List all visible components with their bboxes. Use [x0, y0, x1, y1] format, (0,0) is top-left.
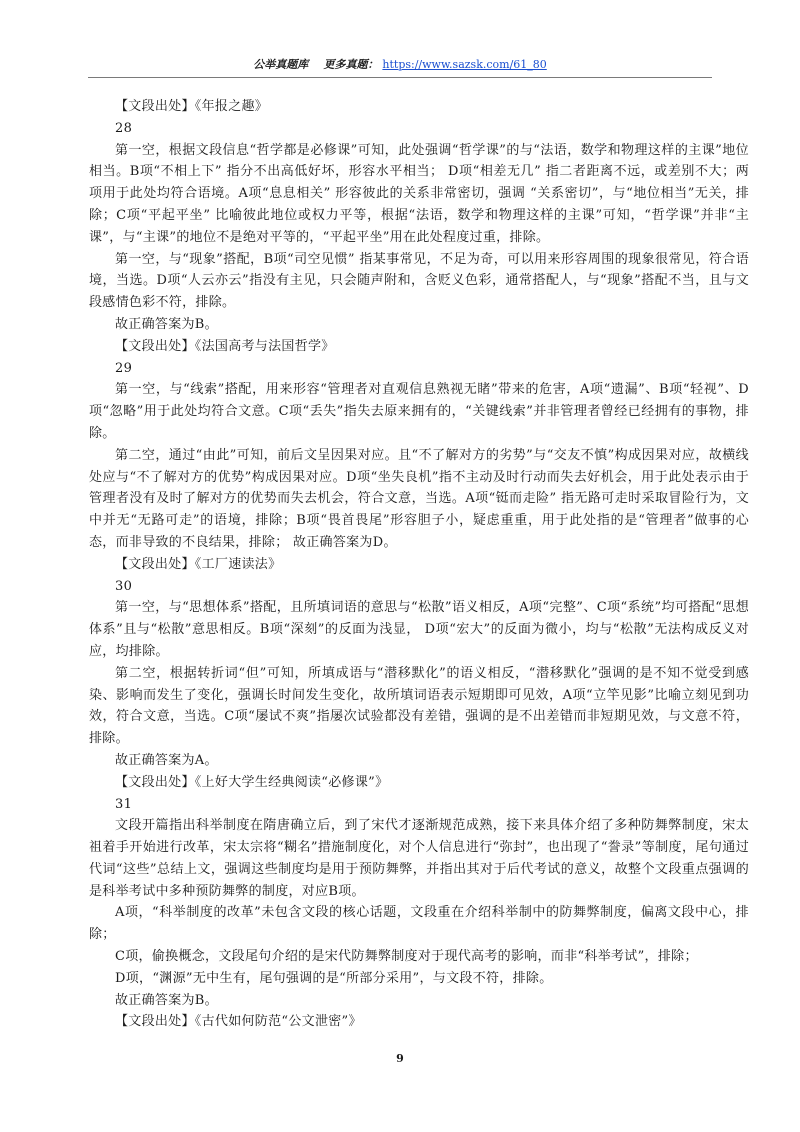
analysis-paragraph: 第一空，根据文段信息“哲学都是必修课”可知，此处强调“哲学课”的与“法语，数学和物理这样的主课”地位相当。B项“不相上下” 指分不出高低好坏，形容水平相当； D项“相差无几” 指二者距离不远，或差别不大；两项用于此处均符合语境。A项“息息相关” 形容彼此的关系非常密切，强调 “关系密切”，与“地位相当”无关，排除；C项“平起平坐” 比喻彼此地位或权力平等，根据“法语，数学和物理这样的主课”可知，“哲学课”并非“主课”，与“主课”的地位不是绝对平等的，“平起平坐”用在此处程度过重，排除。: [89, 142, 749, 245]
source-line: 【文段出处】《古代如何防范“公文泄密”》: [115, 1014, 362, 1030]
question-number: 29: [115, 360, 133, 376]
analysis-paragraph: 第一空，与“线索”搭配，用来形容“管理者对直观信息熟视无睹”带来的危害，A项“遗漏”、B项“轻视”、D项“忽略”用于此处均符合文意。C项“丢失”指失去原来拥有的，“关键线索”并非管理者曾经已经拥有的事物，排除。: [89, 382, 749, 441]
page-number: 9: [396, 1052, 404, 1065]
answer-line: 故正确答案为B。: [115, 992, 218, 1008]
page-header: [88, 55, 712, 78]
analysis-paragraph: 第一空，与“现象”搭配，B项“司空见惯” 指某事常见，不足为奇，可以用来形容周围的现象很常见，符合语境，当选。D项“人云亦云”指没有主见，只会随声附和，含贬义色彩，通常搭配人，与“现象”搭配不当，且与文段感情色彩不符，排除。: [89, 251, 749, 311]
header-title: 公举真题库: [253, 58, 309, 71]
question-number: 31: [115, 796, 133, 812]
source-line: 【文段出处】《年报之趣》: [115, 99, 269, 114]
analysis-paragraph: C项，偷换概念，文段尾句介绍的是宋代防舞弊制度对于现代高考的影响，而非“科举考试”，排除；: [115, 949, 698, 965]
source-line: 【文段出处】《工厂速读法》: [115, 556, 282, 572]
question-number: 30: [115, 578, 133, 594]
analysis-paragraph: 文段开篇指出科举制度在隋唐确立后，到了宋代才逐渐规范成熟，接下来具体介绍了多种防舞弊制度，宋太祖着手开始进行改革，宋太宗将“糊名”措施制度化，对个人信息进行“弥封”，也出现了“誊录”等制度，尾句通过代词“这些”总结上文，强调这些制度均是用于预防舞弊，并指出其对于后代考试的意义，故整个文段重点强调的是科举考试中多种预防舞弊的制度，对应B项。: [89, 818, 749, 899]
header-url-link[interactable]: https://www.sazsk.com/61_80: [382, 58, 547, 71]
source-line: 【文段出处】《法国高考与法国哲学》: [115, 338, 335, 354]
answer-line: 故正确答案为A。: [115, 752, 218, 768]
question-number: 28: [115, 120, 133, 136]
analysis-paragraph: 第二空，通过“由此”可知，前后文呈因果对应。且“不了解对方的劣势”与“交友不慎”构成因果对应，故横线处应与“不了解对方的优势”构成因果对应。D项“坐失良机”指不主动及时行动而失去好机会，用于此处表示由于管理者没有及时了解对方的优势而失去机会，符合文意，当选。A项“铤而走险” 指无路可走时采取冒险行为，文中并无“无路可走”的语境，排除；B项“畏首畏尾”形容胆子小，疑虑重重，用于此处指的是“管理者”做事的心态，而非导致的不良结果，排除； 故正确答案为D。: [89, 447, 749, 550]
source-line: 【文段出处】《上好大学生经典阅读“必修课”》: [115, 774, 389, 790]
analysis-paragraph: D项，“渊源”无中生有，尾句强调的是“所部分采用”，与文段不符，排除。: [115, 970, 553, 986]
document-body: [89, 96, 749, 1033]
answer-line: 故正确答案为B。: [115, 316, 218, 332]
header-more-label: 更多真题：: [323, 58, 379, 71]
analysis-paragraph: A项，“科举制度的改革”未包含文段的核心话题，文段重在介绍科举制中的防舞弊制度，偏离文段中心，排除；: [89, 905, 749, 943]
analysis-paragraph: 第一空，与“思想体系”搭配，且所填词语的意思与“松散”语义相反，A项“完整”、C项“系统”均可搭配“思想体系”且与“松散”意思相反。B项“深刻”的反面为浅显， D项“宏大”的反面为微小，均与“松散”无法构成反义对应，均排除。: [89, 600, 749, 659]
analysis-paragraph: 第二空，根据转折词“但”可知，所填成语与“潜移默化”的语义相反，“潜移默化”强调的是不知不觉受到感染、影响而发生了变化，强调长时间发生变化，故所填词语表示短期即可见效，A项“立竿见影”比喻立刻见到功效，符合文意，当选。C项“屡试不爽”指屡次试验都没有差错，强调的是不出差错而非短期见效，与文意不符，排除。: [89, 665, 749, 747]
